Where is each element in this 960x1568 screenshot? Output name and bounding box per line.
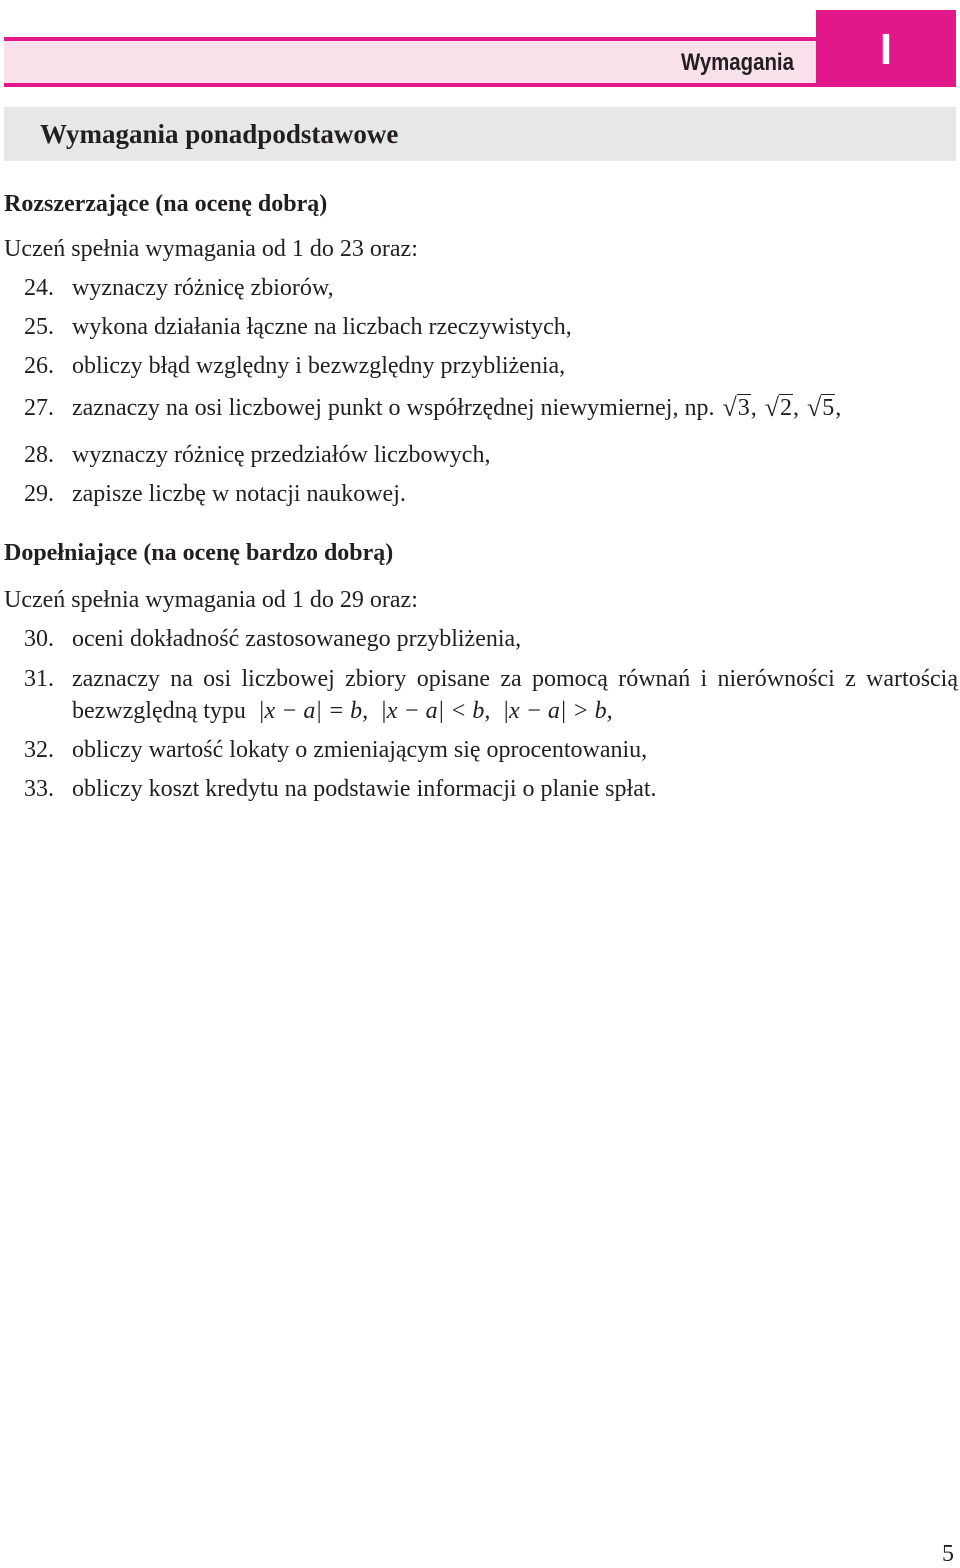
item-number: 26. xyxy=(24,353,54,379)
item-text-with-roots: zaznaczy na osi liczbowej punkt o współrzędnej niewymiernej, np. √3, √2, √5, xyxy=(72,393,842,422)
item-number: 29. xyxy=(24,481,54,507)
section-banner xyxy=(4,107,956,161)
item-number: 24. xyxy=(24,275,54,301)
radicand: 2 xyxy=(780,395,793,421)
complementary-intro: Uczeń spełnia wymagania od 1 do 29 oraz: xyxy=(4,587,418,613)
extended-intro: Uczeń spełnia wymagania od 1 do 23 oraz: xyxy=(4,236,418,262)
radicand: 3 xyxy=(737,395,750,421)
item-text: zaznaczy na osi liczbowej zbiory opisane za pomocą równań i nierówności z wartością bezwzględną typu xyxy=(72,666,958,724)
sqrt-expression xyxy=(722,392,750,424)
item-text: obliczy koszt kredytu na podstawie informacji o planie spłat. xyxy=(72,776,657,802)
item-text: zapisze liczbę w notacji naukowej. xyxy=(72,481,406,507)
item-number: 32. xyxy=(24,737,54,763)
item-text: wykona działania łączne na liczbach rzeczywistych, xyxy=(72,314,572,340)
item-number: 27. xyxy=(24,395,54,421)
item-text: wyznaczy różnicę przedziałów liczbowych, xyxy=(72,442,491,468)
page-number: 5 xyxy=(942,1541,954,1567)
chapter-tab xyxy=(816,10,956,87)
abs-expression: |x − a| < b, xyxy=(380,698,491,724)
item-number: 31. xyxy=(24,666,54,692)
sqrt-expression xyxy=(765,392,793,424)
item-text: zaznaczy na osi liczbowej punkt o współrzędnej niewymiernej, np. xyxy=(72,395,715,421)
item-text: obliczy błąd względny i bezwzględny przybliżenia, xyxy=(72,353,566,379)
extended-heading: Rozszerzające (na ocenę dobrą) xyxy=(4,191,328,217)
item-number: 30. xyxy=(24,626,54,652)
item-text: obliczy wartość lokaty o zmieniającym się oprocentowaniu, xyxy=(72,737,648,763)
section-title: Wymagania ponadpodstawowe xyxy=(40,119,399,149)
item-text: wyznaczy różnicę zbiorów, xyxy=(72,275,334,301)
radical-icon: √ xyxy=(764,393,780,422)
running-title: Wymagania xyxy=(681,49,794,76)
complementary-heading: Dopełniające (na ocenę bardzo dobrą) xyxy=(4,540,394,566)
radical-icon: √ xyxy=(722,393,737,422)
radicand: 5 xyxy=(822,395,835,421)
header-bottom-rule xyxy=(4,83,816,87)
radical-icon: √ xyxy=(807,393,822,422)
abs-expression: |x − a| > b, xyxy=(502,698,613,724)
item-number: 33. xyxy=(24,776,54,802)
abs-expression: |x − a| = b, xyxy=(257,698,369,724)
item-text-with-expressions xyxy=(72,663,958,727)
chapter-number: I xyxy=(879,25,893,74)
item-number: 25. xyxy=(24,314,54,340)
item-text: oceni dokładność zastosowanego przybliżenia, xyxy=(72,626,522,652)
sqrt-expression xyxy=(807,392,835,424)
item-number: 28. xyxy=(24,442,54,468)
